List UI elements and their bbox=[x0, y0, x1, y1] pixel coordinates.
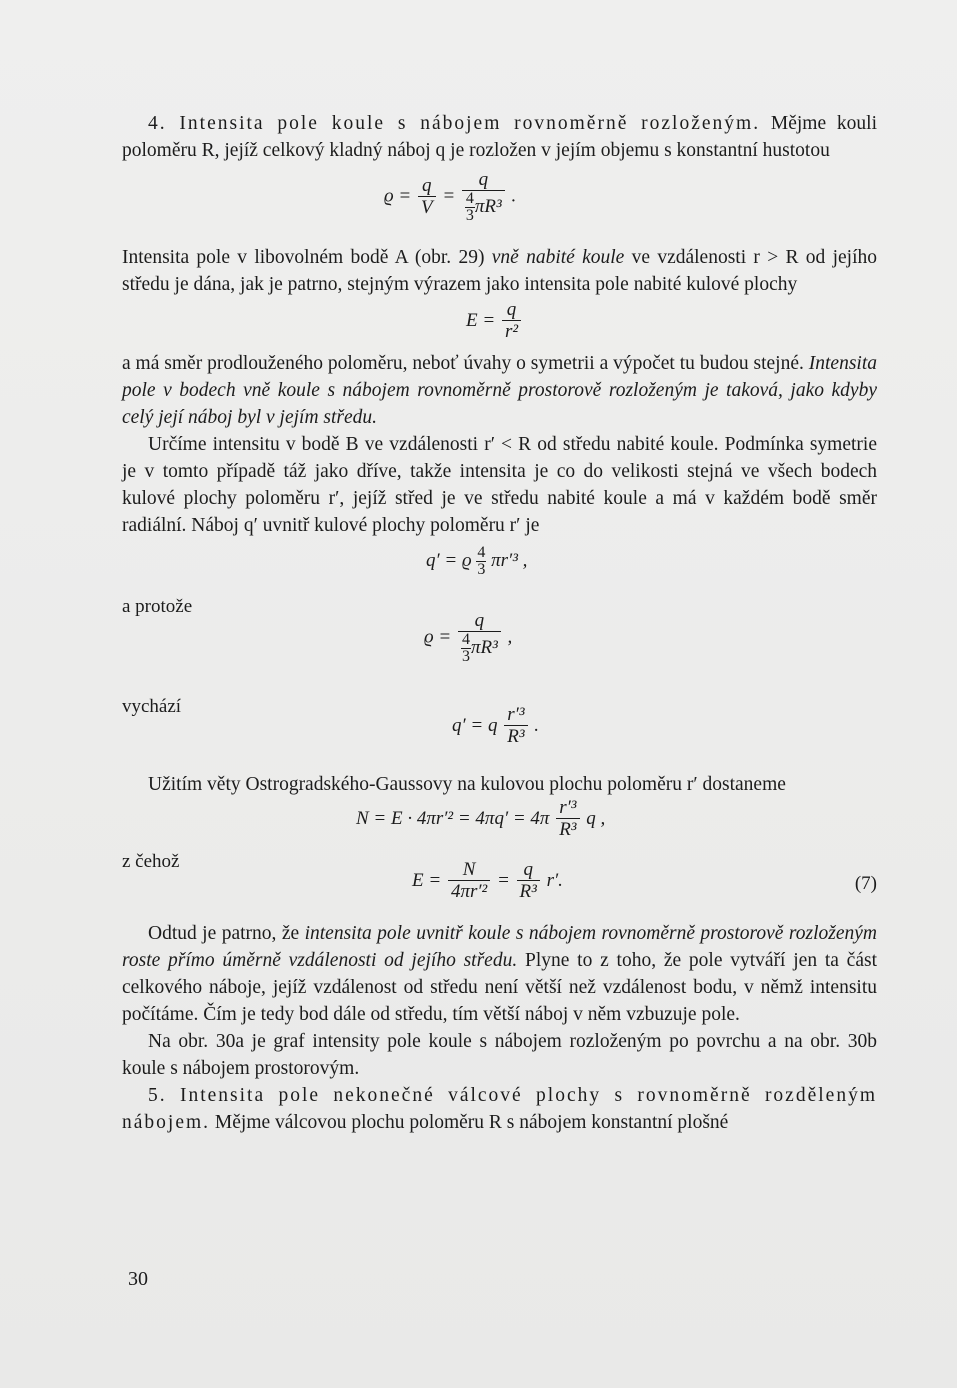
paragraph-gauss: Užitím věty Ostrogradského-Gaussovy na kulovou plochu poloměru r′ dostaneme bbox=[148, 774, 786, 795]
eq-rho-frac1 bbox=[418, 176, 436, 219]
eq-E2-frac1 bbox=[448, 860, 490, 903]
eq-rho-q2: q bbox=[478, 169, 489, 190]
eq-rho-q: q bbox=[422, 174, 432, 196]
eq-E2-N: N bbox=[462, 859, 476, 880]
equation-E2 bbox=[122, 848, 877, 920]
paragraph-direction bbox=[122, 350, 877, 431]
eq-N-frac bbox=[556, 798, 579, 841]
eq-E-frac bbox=[502, 300, 521, 343]
eq-E-lhs: E = bbox=[466, 309, 496, 331]
conclusion-text-b: intensita pole uvnitř koule s nábojem rovnoměrně prostorově rozloženým roste přímo úměrně vzdálenosti od jejího středu. bbox=[122, 923, 878, 971]
eq-N-end: q , bbox=[586, 807, 606, 829]
eq-E2-lhs: E = bbox=[412, 869, 442, 891]
section-5-text: Mějme válcovou plochu poloměru R s nábojem konstantní plošné bbox=[210, 1112, 729, 1133]
equation-rho2 bbox=[122, 591, 877, 687]
eq-N-num: r′³ bbox=[559, 797, 577, 818]
eq-rho-V: V bbox=[418, 196, 436, 219]
direction-text-a: a má směr prodlouženého poloměru, neboť úvahy o symetrii a výpočet tu budou stejné. bbox=[122, 353, 809, 374]
eq-qprime2-frac bbox=[504, 705, 527, 748]
eq-rho2-lhs: ϱ = bbox=[424, 626, 452, 648]
page-number: 30 bbox=[128, 1268, 148, 1290]
eq-rho2-three: 3 bbox=[461, 648, 470, 665]
eq-E2-den1: 4πr′² bbox=[448, 880, 490, 903]
label-zcehoz: z čehož bbox=[122, 851, 180, 872]
eq-qprime-lhs: q′ = ϱ bbox=[426, 549, 472, 571]
eq-rho-frac2 bbox=[462, 170, 505, 224]
section-4-text: Mějme kouli poloměru R, jejíž celkový kladný náboj q je rozložen v jejím objemu s konstantní hustotou bbox=[122, 113, 877, 161]
eq-qprime-four: 4 bbox=[477, 544, 486, 561]
conclusion-text-c: Plyne to z toho, že pole vytváří jen ta část celkového náboje, jejíž vzdálenost od středu není větší než vzdálenost bodu, v němž intensitu počítáme. Čím je tedy bod dále od středu, tím větší náboj v něm vzbuzuje pole. bbox=[122, 950, 877, 1025]
eq-rho2-end: , bbox=[507, 626, 513, 648]
body-text bbox=[122, 110, 877, 1136]
eq-rho2-four: 4 bbox=[461, 631, 470, 648]
eq-qprime-rest: πr′³ , bbox=[491, 549, 528, 571]
eq-qprime-three: 3 bbox=[477, 561, 486, 578]
eq-qprime2-lhs: q′ = q bbox=[452, 714, 498, 736]
paragraph-section-4 bbox=[122, 110, 877, 164]
eq-rho-end: . bbox=[511, 185, 517, 207]
eq-rho2-piR3: πR³ bbox=[470, 636, 498, 658]
eq-N-den: R³ bbox=[556, 818, 579, 841]
eq-rho2-q: q bbox=[474, 610, 485, 631]
eq-E2-frac2 bbox=[517, 860, 540, 903]
eq-E2-eq: = bbox=[496, 869, 510, 891]
eq-qprime-frac bbox=[476, 545, 486, 578]
eq-rho-three: 3 bbox=[465, 207, 474, 224]
eq-rho-equals: = bbox=[442, 185, 456, 207]
intensity-text-b: vně nabité koule bbox=[491, 247, 625, 268]
eq-E-r2: r² bbox=[502, 320, 521, 343]
intensity-text-c: ve vzdálenosti r > R od jejího středu je dána, jak je patrno, stejným výrazem jako intensita pole nabité kulové plochy bbox=[122, 247, 877, 295]
paragraph-section-5 bbox=[122, 1082, 877, 1136]
eq-rho-four: 4 bbox=[465, 190, 474, 207]
equation-qprime bbox=[122, 539, 877, 591]
paragraph-graph: Na obr. 30a je graf intensity pole koule s nábojem rozloženým po povrchu a na obr. 30b koule s nábojem prostorovým. bbox=[122, 1031, 877, 1079]
intensity-text-a: Intensita pole v libovolném bodě A (obr. 29) bbox=[122, 247, 492, 268]
section-4-heading: 4. Intensita pole koule s nábojem rovnoměrně rozloženým. bbox=[148, 113, 761, 134]
equation-rho bbox=[122, 164, 877, 244]
equation-N bbox=[122, 798, 877, 848]
equation-number-7: (7) bbox=[854, 873, 877, 894]
paragraph-intensity bbox=[122, 244, 877, 298]
paragraph-conclusion bbox=[122, 920, 877, 1028]
eq-rho2-den bbox=[458, 631, 501, 665]
eq-rho-lhs: ϱ = bbox=[384, 185, 412, 207]
direction-text-b: Intensita pole v bodech vně koule s nábojem rovnoměrně prostorově rozloženým je taková, jako kdyby celý její náboj byl v jejím středu. bbox=[122, 353, 877, 428]
eq-rho-den bbox=[462, 190, 505, 224]
eq-E-q: q bbox=[506, 299, 517, 320]
eq-E2-q: q bbox=[523, 859, 533, 880]
label-protoze: a protože bbox=[122, 596, 193, 617]
equation-qprime2 bbox=[122, 687, 877, 771]
section-5-heading: 5. Intensita pole nekonečné válcové plochy s rovnoměrně rozděleným nábojem. bbox=[122, 1085, 877, 1133]
eq-E2-end: r′. bbox=[546, 869, 563, 891]
eq-qprime2-num: r′³ bbox=[507, 704, 525, 725]
eq-E2-R3: R³ bbox=[517, 880, 540, 903]
conclusion-text-a: Odtud je patrno, že bbox=[148, 923, 305, 944]
equation-E bbox=[122, 298, 877, 350]
eq-N-text: N = E · 4πr′² = 4πq′ = 4π bbox=[356, 807, 550, 829]
eq-qprime2-den: R³ bbox=[504, 725, 527, 748]
label-vychazi: vychází bbox=[122, 696, 182, 717]
eq-rho-piR3: πR³ bbox=[474, 195, 502, 217]
paragraph-inside: Určíme intensitu v bodě B ve vzdálenosti r′ < R od středu nabité koule. Podmínka symetrie je v tomto případě táž jako dříve, takže intensita je co do velikosti stejná ve všech bodech kulové plochy poloměru r′, jejíž střed je ve středu nabité koule a má v každém bodě směr radiální. Náboj q′ uvnitř kulové plochy poloměru r′ je bbox=[122, 434, 877, 536]
eq-rho2-frac bbox=[458, 611, 501, 665]
eq-qprime2-end: . bbox=[534, 714, 540, 736]
